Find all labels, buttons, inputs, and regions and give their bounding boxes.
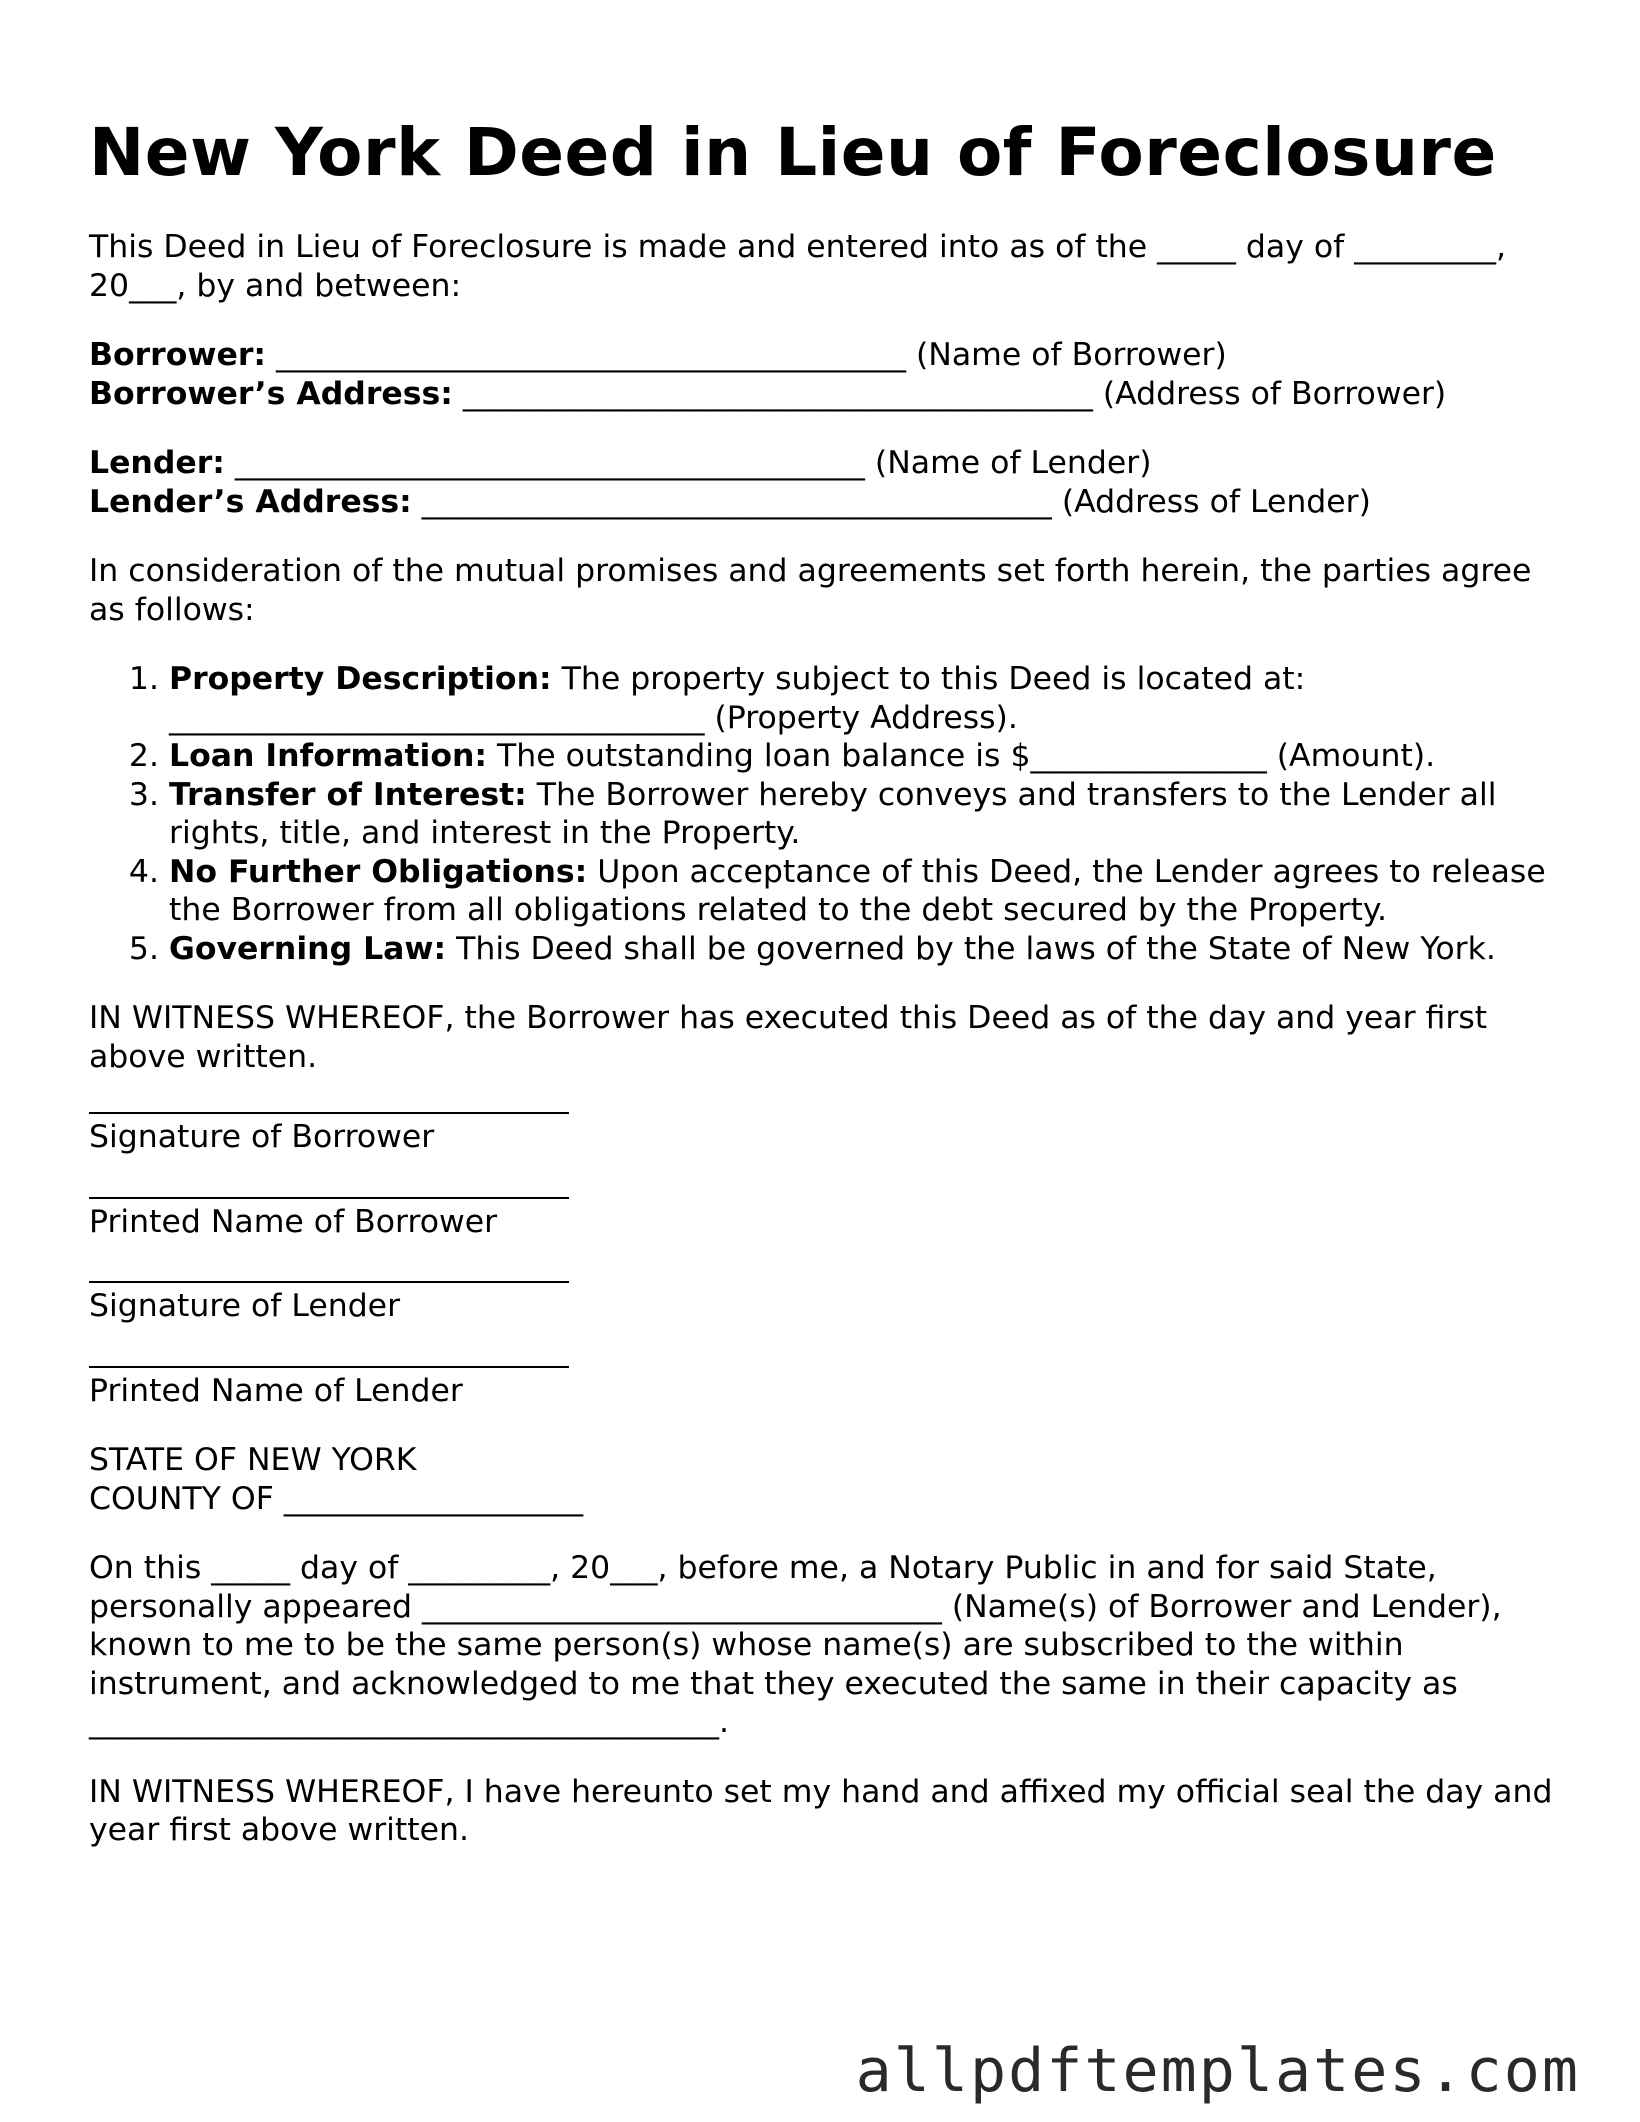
borrower-address-blank: ________________________________________ (Address of Borrower) xyxy=(452,375,1447,412)
borrower-label: Borrower: xyxy=(89,337,266,373)
signature-line[interactable] xyxy=(89,1366,569,1368)
clause-heading: Transfer of Interest: xyxy=(169,776,527,813)
signature-line[interactable] xyxy=(89,1197,569,1199)
notary-state: STATE OF NEW YORK xyxy=(89,1442,417,1478)
clause-text: The property subject to this Deed is located at: __________________________________ (Property Address). xyxy=(169,661,1306,736)
clause-item xyxy=(169,930,1559,969)
signature-label: Printed Name of Borrower xyxy=(89,1203,498,1240)
signature-label: Printed Name of Lender xyxy=(89,1372,463,1409)
clause-item xyxy=(169,737,1559,776)
signature-line[interactable] xyxy=(89,1112,569,1114)
watermark: allpdftemplates.com xyxy=(855,2036,1580,2106)
clause-heading: Property Description: xyxy=(169,661,552,697)
lender-address-label: Lender’s Address: xyxy=(89,483,412,520)
signature-label: Signature of Borrower xyxy=(89,1119,435,1155)
lender-label: Lender: xyxy=(89,445,225,481)
clause-text: The outstanding loan balance is $_______________ (Amount). xyxy=(486,738,1436,774)
lender-block xyxy=(89,444,1559,521)
clause-heading: Loan Information: xyxy=(169,738,487,774)
notary-county: COUNTY OF ___________________ xyxy=(89,1480,584,1517)
signature-field xyxy=(89,1112,1559,1157)
clause-text: Upon acceptance of this Deed, the Lender agrees to release the Borrower from all obligations related to the debt secured by the Property. xyxy=(169,853,1546,928)
clause-item xyxy=(169,776,1559,853)
lender-address-line xyxy=(89,483,1559,522)
clauses-list xyxy=(89,660,1559,968)
notary-witness-paragraph: IN WITNESS WHEREOF, I have hereunto set my hand and affixed my official seal the day and year first above written. xyxy=(89,1773,1553,1848)
borrower-address-label: Borrower’s Address: xyxy=(89,375,453,412)
signature-field xyxy=(89,1197,1559,1242)
clause-heading: Governing Law: xyxy=(169,930,447,967)
clause-text: The Borrower hereby conveys and transfers to the Lender all rights, title, and interest in the Property. xyxy=(169,776,1497,851)
clause-heading: No Further Obligations: xyxy=(169,853,588,890)
document-title: New York Deed in Lieu of Foreclosure xyxy=(89,114,1497,191)
borrower-line xyxy=(89,336,1559,375)
lender-line xyxy=(89,444,1559,483)
clause-text: This Deed shall be governed by the laws of the State of New York. xyxy=(446,930,1496,967)
borrower-witness-paragraph: IN WITNESS WHEREOF, the Borrower has executed this Deed as of the day and year first above written. xyxy=(89,1000,1488,1075)
lender-blank: ________________________________________ (Name of Lender) xyxy=(224,445,1152,481)
clause-item xyxy=(169,660,1559,737)
signature-block xyxy=(89,1112,1559,1410)
signature-line[interactable] xyxy=(89,1281,569,1283)
notary-acknowledgment: On this _____ day of _________, 20___, before me, a Notary Public in and for said State, personally appeared _________________________________ (Name(s) of Borrower and Lender), known to me to be the same person(s) whose name(s) are subscribed to the within instrument, and acknowledged to me that they executed the same in their capacity as ________________________________________. xyxy=(89,1550,1502,1740)
lender-address-blank: ________________________________________ (Address of Lender) xyxy=(411,483,1371,520)
clause-item xyxy=(169,853,1559,930)
borrower-block xyxy=(89,336,1559,413)
borrower-blank: ________________________________________ (Name of Borrower) xyxy=(265,337,1227,373)
borrower-address-line xyxy=(89,375,1559,414)
signature-field xyxy=(89,1366,1559,1411)
document-page xyxy=(89,108,1559,1881)
intro-paragraph: This Deed in Lieu of Foreclosure is made and entered into as of the _____ day of _________, 20___, by and between: xyxy=(89,229,1507,304)
signature-label: Signature of Lender xyxy=(89,1288,401,1324)
consideration-paragraph: In consideration of the mutual promises and agreements set forth herein, the parties agree as follows: xyxy=(89,553,1532,628)
notary-venue xyxy=(89,1441,1559,1518)
signature-field xyxy=(89,1281,1559,1326)
